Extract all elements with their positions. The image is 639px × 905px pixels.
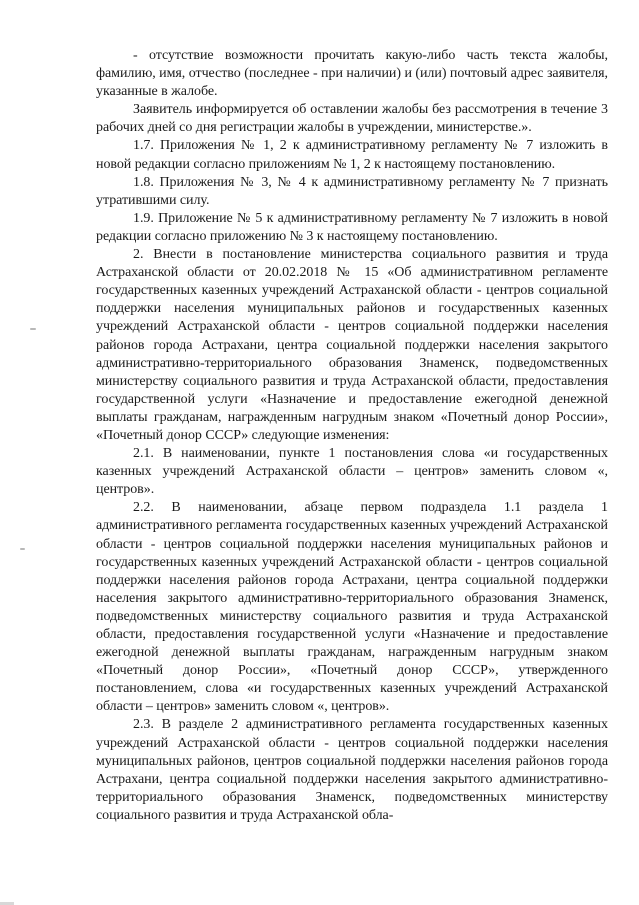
paragraph-1-9: 1.9. Приложение № 5 к административному регламенту № 7 изложить в новой редакции согласно приложению № 3 к настоящему постановлению. [96,210,608,244]
paragraph-2: 2. Внести в постановление министерства социального развития и труда Астраханской области от 20.02.2018 № 15 «Об административном регламенте государственных казенных учреждений Астраханской области - центров социальной поддержки населения муниципальных районов и государственных казенных учреждений Астраханской области - центров социальной поддержки населения районов города Астрахани, центра социальной поддержки населения закрытого административно-территориального образования Знаменск, подведомственных министерству социального развития и труда Астраханской области, предоставления государственной услуги «Назначение и предоставление ежегодной денежной выплаты гражданам, награжденным нагрудным знаком «Почетный донор России», «Почетный донор СССР» следующие изменения: [96,247,608,443]
scan-speck [30,328,36,330]
paragraph-applicant-informed: Заявитель информируется об оставлении жалобы без рассмотрения в течение 3 рабочих дней со дня регистрации жалобы в учреждении, министерстве.». [96,102,608,136]
scan-speck [20,548,25,550]
paragraph-complaint-unreadable: - отсутствие возможности прочитать какую-либо часть текста жалобы, фамилию, имя, отчество (последнее - при наличии) и (или) почтовый адрес заявителя, указанные в жалобе. [96,48,608,100]
paragraph-1-7: 1.7. Приложения № 1, 2 к административному регламенту № 7 изложить в новой редакции согласно приложениям № 1, 2 к настоящему постановлению. [96,138,608,172]
document-body [96,47,608,825]
paragraph-2-1: 2.1. В наименовании, пункте 1 постановления слова «и государственных казенных учреждений Астраханской области – центров» заменить словом «, центров». [96,446,608,498]
paragraph-1-8: 1.8. Приложения № 3, № 4 к административному регламенту № 7 признать утратившими силу. [96,174,608,208]
paragraph-2-3: 2.3. В разделе 2 административного регламента государственных казенных учреждений Астраханской области - центров социальной поддержки населения муниципальных районов, центров социальной поддержки населения районов города Астрахани, центра социальной поддержки населения закрытого административно-территориального образования Знаменск, подведомственных министерству социального развития и труда Астраханской обла- [96,717,608,823]
paragraph-2-2: 2.2. В наименовании, абзаце первом подраздела 1.1 раздела 1 административного регламента государственных казенных учреждений Астраханской области - центров социальной поддержки населения муниципальных районов и государственных казенных учреждений Астраханской области - центров социальной поддержки населения районов города Астрахани, центра социальной поддержки населения закрытого административно-территориального образования Знаменск, подведомственных министерству социального развития и труда Астраханской области, предоставления государственной услуги «Назначение и предоставление ежегодной денежной выплаты гражданам, награжденным нагрудным знаком «Почетный донор России», «Почетный донор СССР», утвержденного постановлением, слова «и государственных казенных учреждений Астраханской области – центров» заменить словом «, центров». [96,500,608,715]
